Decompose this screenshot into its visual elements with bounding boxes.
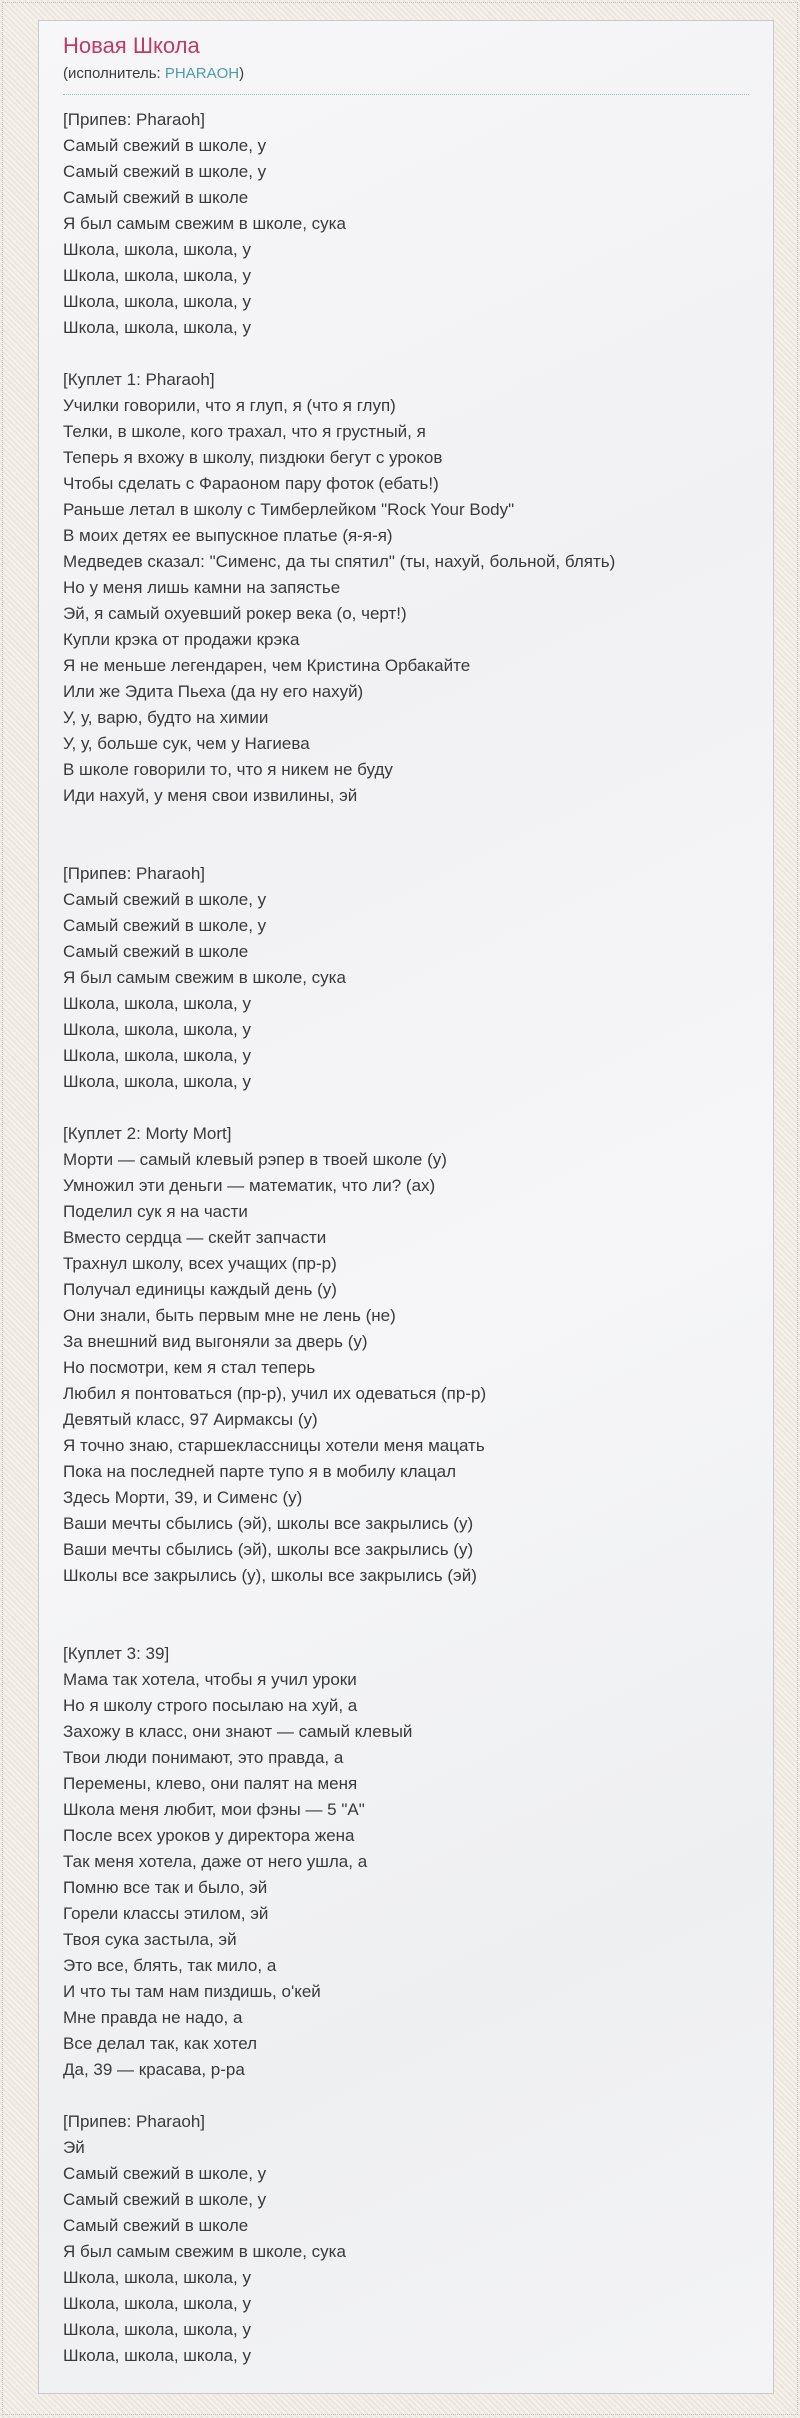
artist-label-prefix: (исполнитель: [63, 65, 161, 82]
lyrics-line: Получал единицы каждый день (у) [63, 1280, 337, 1299]
lyrics-line: Школа, школа, школа, у [63, 994, 251, 1013]
lyrics-line: Телки, в школе, кого трахал, что я грустный, я [63, 422, 426, 441]
lyrics-line: И что ты там нам пиздишь, о'кей [63, 1982, 321, 2001]
lyrics-line: Умножил эти деньги — математик, что ли? (ах) [63, 1176, 436, 1195]
lyrics-line: Мне правда не надо, а [63, 2008, 243, 2027]
lyrics-line: Я был самым свежим в школе, сука [63, 2242, 346, 2261]
lyrics-line: Так меня хотела, даже от него ушла, а [63, 1852, 368, 1871]
lyrics-line: Но я школу строго посылаю на хуй, а [63, 1696, 358, 1715]
lyrics-line: Но у меня лишь камни на запястье [63, 578, 341, 597]
lyrics-line: Да, 39 — красава, р-ра [63, 2060, 245, 2079]
lyrics-line: Твоя сука застыла, эй [63, 1930, 237, 1949]
lyrics-line: Школа меня любит, мои фэны — 5 "А" [63, 1800, 365, 1819]
song-title: Новая Школа [63, 33, 200, 58]
lyrics-line: Самый свежий в школе, у [63, 2190, 267, 2209]
lyrics-line: Я был самым свежим в школе, сука [63, 214, 346, 233]
lyrics-line: Иди нахуй, у меня свои извилины, эй [63, 786, 358, 805]
artist-link[interactable]: PHARAOH [164, 65, 240, 82]
lyrics-line: У, у, варю, будто на химии [63, 708, 269, 727]
lyrics-line: Самый свежий в школе, у [63, 890, 267, 909]
lyrics-section-header: [Куплет 3: 39] [63, 1644, 170, 1663]
lyrics-line: Школа, школа, школа, у [63, 2268, 251, 2287]
lyrics-line: Школа, школа, школа, у [63, 2346, 251, 2365]
lyrics-blank-line [63, 835, 749, 861]
lyrics-line: Школа, школа, школа, у [63, 2320, 251, 2339]
lyrics-blank-line [63, 809, 749, 835]
lyrics-line: Но посмотри, кем я стал теперь [63, 1358, 316, 1377]
lyrics-line: После всех уроков у директора жена [63, 1826, 355, 1845]
lyrics-line: Школа, школа, школа, у [63, 2294, 251, 2313]
lyrics-line: Здесь Морти, 39, и Сименс (у) [63, 1488, 303, 1507]
lyrics-blank-line [63, 1095, 749, 1121]
lyrics-line: Самый свежий в школе [63, 188, 249, 207]
lyrics-blank-line [63, 2083, 749, 2109]
lyrics-line: Девятый класс, 97 Аирмаксы (у) [63, 1410, 318, 1429]
lyrics-line: Поделил сук я на части [63, 1202, 248, 1221]
lyrics-text [63, 107, 749, 2369]
lyrics-line: Я не меньше легендарен, чем Кристина Орбакайте [63, 656, 471, 675]
lyrics-line: Самый свежий в школе, у [63, 916, 267, 935]
lyrics-line: Ваши мечты сбылись (эй), школы все закрылись (у) [63, 1540, 474, 1559]
lyrics-line: В школе говорили то, что я никем не буду [63, 760, 393, 779]
lyrics-line: Горели классы этилом, эй [63, 1904, 269, 1923]
lyrics-line: Твои люди понимают, это правда, а [63, 1748, 344, 1767]
lyrics-line: Купли крэка от продажи крэка [63, 630, 300, 649]
lyrics-card [38, 20, 774, 2394]
lyrics-line: У, у, больше сук, чем у Нагиева [63, 734, 310, 753]
lyrics-line: Школа, школа, школа, у [63, 318, 251, 337]
lyrics-line: Это все, блять, так мило, а [63, 1956, 277, 1975]
lyrics-line: Чтобы сделать с Фараоном пару фоток (ебать!) [63, 474, 439, 493]
lyrics-line: Теперь я вхожу в школу, пиздюки бегут с уроков [63, 448, 443, 467]
lyrics-line: Пока на последней парте тупо я в мобилу клацал [63, 1462, 457, 1481]
lyrics-line: Школа, школа, школа, у [63, 1020, 251, 1039]
lyrics-line: Помню все так и было, эй [63, 1878, 268, 1897]
artist-line [63, 64, 749, 84]
lyrics-section-header: [Припев: Pharaoh] [63, 864, 206, 883]
lyrics-line: Вместо сердца — скейт запчасти [63, 1228, 327, 1247]
lyrics-line: Эй, я самый охуевший рокер века (о, черт!) [63, 604, 407, 623]
lyrics-line: Самый свежий в школе, у [63, 2164, 267, 2183]
lyrics-line: Самый свежий в школе [63, 2216, 249, 2235]
lyrics-line: Самый свежий в школе, у [63, 162, 267, 181]
lyrics-section-header: [Куплет 1: Pharaoh] [63, 370, 215, 389]
lyrics-line: В моих детях ее выпускное платье (я-я-я) [63, 526, 393, 545]
lyrics-line: Школа, школа, школа, у [63, 1046, 251, 1065]
lyrics-line: Медведев сказал: "Сименс, да ты спятил" (ты, нахуй, больной, блять) [63, 552, 616, 571]
lyrics-blank-line [63, 341, 749, 367]
lyrics-line: Самый свежий в школе [63, 942, 249, 961]
lyrics-line: Трахнул школу, всех учащих (пр-р) [63, 1254, 337, 1273]
lyrics-line: За внешний вид выгоняли за дверь (у) [63, 1332, 368, 1351]
lyrics-line: Я был самым свежим в школе, сука [63, 968, 346, 987]
lyrics-section-header: [Припев: Pharaoh] [63, 2112, 206, 2131]
lyrics-line: Захожу в класс, они знают — самый клевый [63, 1722, 413, 1741]
lyrics-line: Школа, школа, школа, у [63, 292, 251, 311]
lyrics-line: Ваши мечты сбылись (эй), школы все закрылись (у) [63, 1514, 474, 1533]
lyrics-line: Школы все закрылись (у), школы все закрылись (эй) [63, 1566, 477, 1585]
lyrics-line: Мама так хотела, чтобы я учил уроки [63, 1670, 357, 1689]
lyrics-line: Самый свежий в школе, у [63, 136, 267, 155]
lyrics-section-header: [Куплет 2: Morty Mort] [63, 1124, 232, 1143]
lyrics-line: Школа, школа, школа, у [63, 240, 251, 259]
lyrics-section-header: [Припев: Pharaoh] [63, 110, 206, 129]
lyrics-line: Училки говорили, что я глуп, я (что я глуп) [63, 396, 396, 415]
lyrics-line: Школа, школа, школа, у [63, 266, 251, 285]
lyrics-line: Или же Эдита Пьеха (да ну его нахуй) [63, 682, 364, 701]
lyrics-line: Раньше летал в школу с Тимберлейком "Rock Your Body" [63, 500, 515, 519]
lyrics-line: Любил я понтоваться (пр-р), учил их одеваться (пр-р) [63, 1384, 487, 1403]
artist-label-suffix: ) [239, 65, 245, 82]
lyrics-line: Все делал так, как хотел [63, 2034, 257, 2053]
lyrics-blank-line [63, 1615, 749, 1641]
lyrics-blank-line [63, 1589, 749, 1615]
lyrics-line: Перемены, клево, они палят на меня [63, 1774, 358, 1793]
lyrics-line: Эй [63, 2138, 85, 2157]
lyrics-line: Морти — самый клевый рэпер в твоей школе (у) [63, 1150, 447, 1169]
lyrics-line: Я точно знаю, старшеклассницы хотели меня мацать [63, 1436, 485, 1455]
song-header [63, 33, 749, 95]
lyrics-line: Они знали, быть первым мне не лень (не) [63, 1306, 396, 1325]
lyrics-line: Школа, школа, школа, у [63, 1072, 251, 1091]
